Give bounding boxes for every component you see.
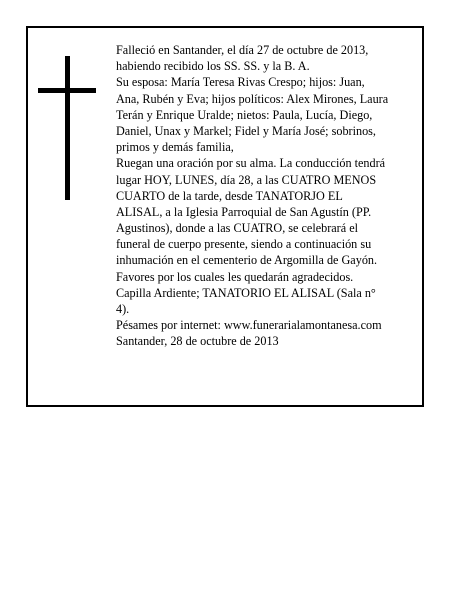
obituary-line: Santander, 28 de octubre de 2013 [116,334,279,349]
obituary-line: habiendo recibido los SS. SS. y la B. A. [116,59,310,74]
obituary-line: Agustinos), donde a las CUATRO, se celebrará el [116,221,358,236]
obituary-line: Terán y Enrique Uralde; nietos: Paula, Lucía, Diego, [116,107,373,122]
obituary-line: lugar HOY, LUNES, día 28, a las CUATRO MENOS [116,172,377,187]
cross-vertical-bar [65,56,70,200]
obituary-line: primos y demás familia, [116,140,234,155]
obituary-line: Falleció en Santander, el día 27 de octubre de 2013, [116,43,369,57]
obituary-notice [26,26,424,407]
obituary-line: Su esposa: María Teresa Rivas Crespo; hijos: Juan, [116,75,365,90]
obituary-line: Capilla Ardiente; TANATORIO EL ALISAL (Sala n° [116,285,376,300]
obituary-line: ALISAL, a la Iglesia Parroquial de San Agustín (PP. [116,204,372,219]
latin-cross-icon [38,56,96,200]
obituary-line: funeral de cuerpo presente, siendo a continuación su [116,237,372,252]
cross-horizontal-bar [38,88,96,93]
obituary-line: Daniel, Unax y Markel; Fidel y María José; sobrinos, [116,123,376,138]
obituary-line: Ana, Rubén y Eva; hijos políticos: Alex Mirones, Laura [116,91,389,106]
obituary-line: 4). [116,302,130,316]
obituary-line: Pésames por internet: www.funerarialamontanesa.com [116,318,382,333]
obituary-line: Favores por los cuales les quedarán agradecidos. [116,269,354,284]
obituary-text [116,42,420,350]
obituary-line: CUARTO de la tarde, desde TANATORJO EL [116,188,343,203]
obituary-line: Ruegan una oración por su alma. La conducción tendrá [116,156,386,171]
obituary-line: inhumación en el cementerio de Argomilla de Gayón. [116,253,378,268]
